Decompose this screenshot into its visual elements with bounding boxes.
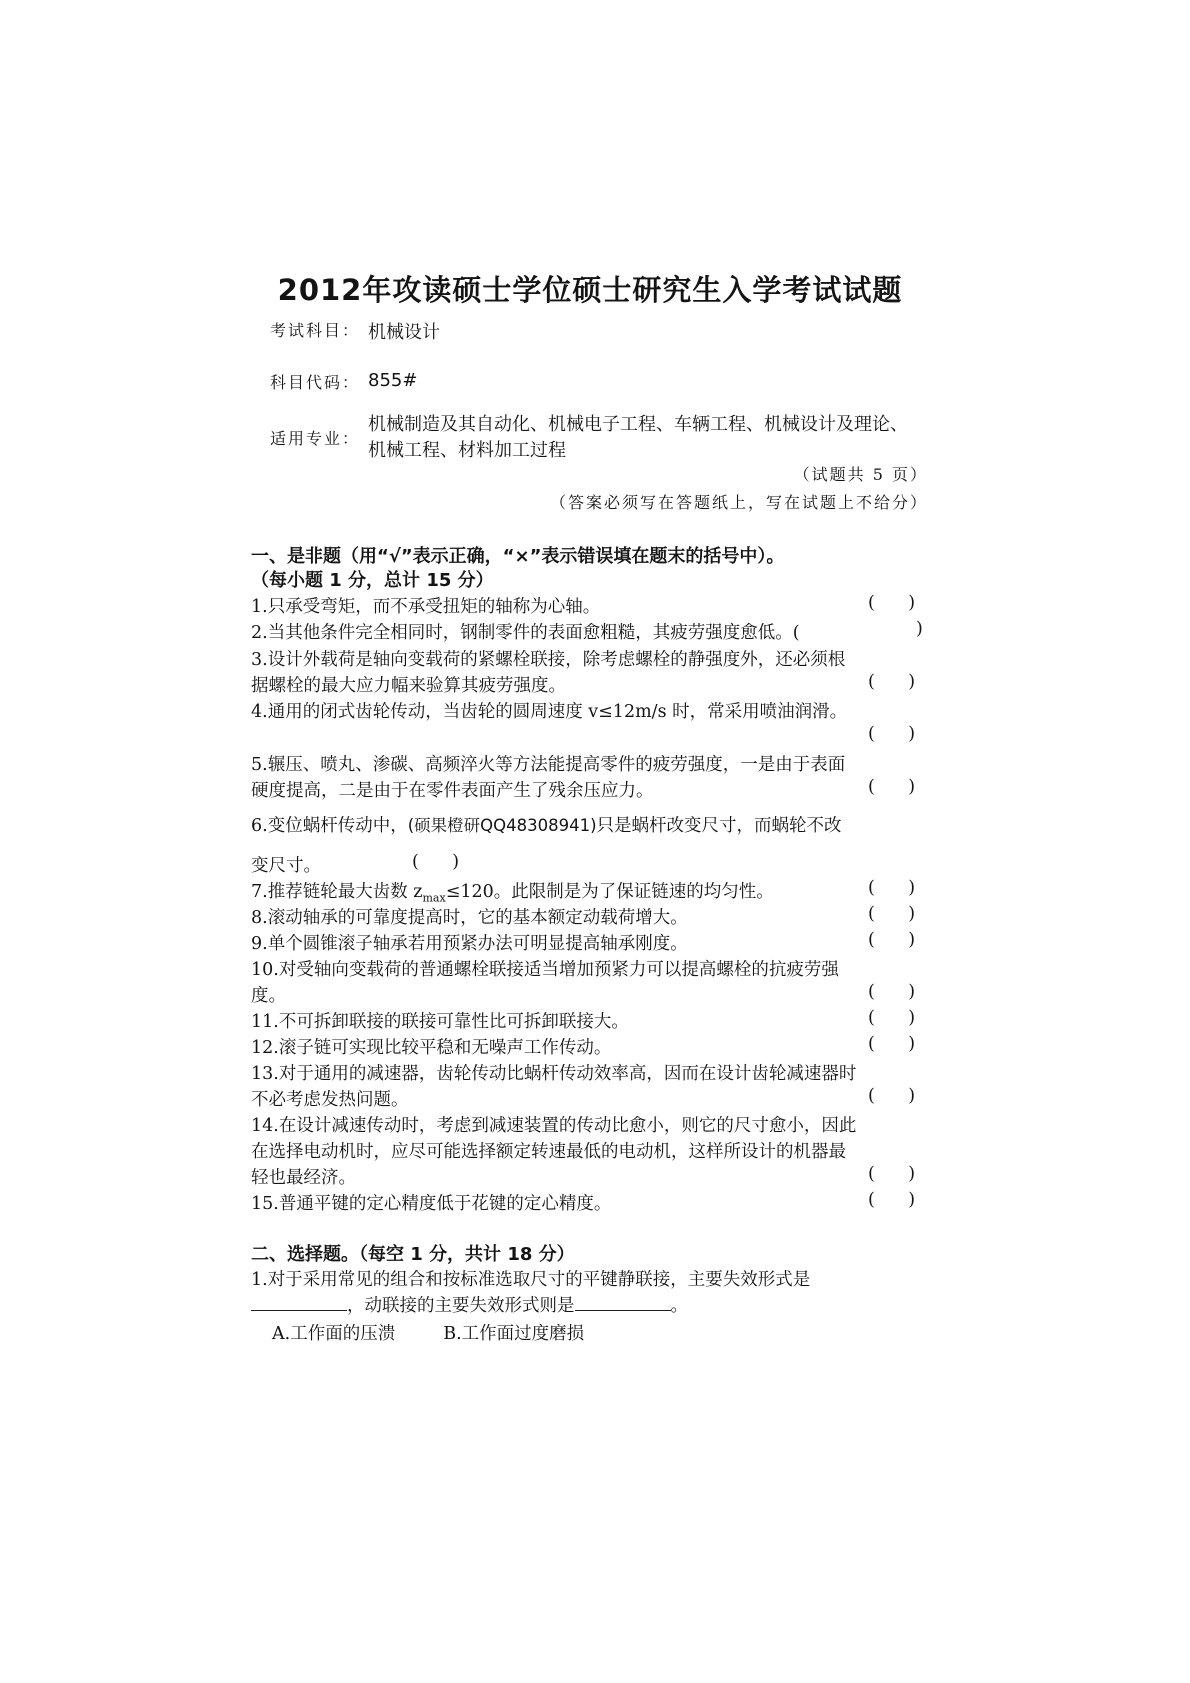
- subject-value: 机械设计: [368, 322, 440, 343]
- question-15: 15.普通平键的定心精度低于花键的定心精度。: [251, 1194, 612, 1214]
- majors-row: [270, 412, 908, 464]
- question-7-text-a: 7.推荐链轮最大齿数 z: [251, 882, 423, 902]
- answer-paren-6: ( ): [412, 852, 460, 872]
- answer-note: （答案必须写在答题纸上，写在试题上不给分）: [549, 493, 928, 512]
- answer-paren-14: ( ): [868, 1164, 916, 1184]
- question-3-line-1: 3.设计外载荷是轴向变载荷的紧螺栓联接，除考虑螺栓的静强度外，还必须根: [251, 650, 846, 670]
- answer-paren-7: ( ): [868, 878, 916, 898]
- section2-question-1-line-1: 1.对于采用常见的组合和按标准选取尺寸的平键静联接，主要失效形式是: [251, 1270, 811, 1290]
- answer-paren-5: ( ): [868, 777, 916, 797]
- majors-label: 适用专业：: [270, 429, 361, 448]
- exam-title: 2012年攻读硕士学位硕士研究生入学考试试题: [277, 273, 903, 307]
- answer-paren-1: ( ): [868, 593, 916, 613]
- answer-paren-13: ( ): [868, 1086, 916, 1106]
- question-4: 4.通用的闭式齿轮传动，当齿轮的圆周速度 v≤12m/s 时，常采用喷油润滑。: [251, 702, 848, 722]
- question-2: 2.当其他条件完全相同时，钢制零件的表面愈粗糙，其疲劳强度愈低。(: [251, 623, 800, 643]
- answer-paren-4: ( ): [868, 724, 916, 744]
- fill-blank-1: [251, 1296, 347, 1311]
- question-7-text-b: ≤120。此限制是为了保证链速的均匀性。: [445, 882, 774, 902]
- code-row: [270, 370, 417, 393]
- question-3-line-2: 据螺栓的最大应力幅来验算其疲劳强度。: [251, 676, 566, 696]
- option-b: B.工作面过度磨损: [443, 1324, 585, 1344]
- question-6-text-a: 6.变位蜗杆传动中，: [251, 816, 408, 836]
- question-6-qq-note: (硕果橙研QQ48308941): [407, 816, 597, 835]
- question-14-line-3: 轻也最经济。: [251, 1168, 356, 1188]
- answer-paren-8: ( ): [868, 904, 916, 924]
- question-9: 9.单个圆锥滚子轴承若用预紧办法可明显提高轴承刚度。: [251, 934, 688, 954]
- question-7-subscript: max: [422, 891, 446, 905]
- code-value: 855#: [368, 370, 418, 391]
- section2-question-1-line-2: [251, 1292, 931, 1317]
- question-13-line-1: 13.对于通用的减速器，齿轮传动比蜗杆传动效率高，因而在设计齿轮减速器时: [251, 1064, 857, 1084]
- question-6-text-b: 只是蜗杆改变尺寸，而蜗轮不改: [596, 816, 842, 836]
- answer-paren-11: ( ): [868, 1008, 916, 1028]
- question-10-line-2: 度。: [251, 986, 286, 1006]
- question-7: [251, 878, 931, 905]
- section1-heading: 一、是非题（用“√”表示正确，“×”表示错误填在题末的括号中）。: [251, 546, 785, 567]
- question-5-line-2: 硬度提高，二是由于在零件表面产生了残余压应力。: [251, 781, 654, 801]
- question-11: 11.不可拆卸联接的联接可靠性比可拆卸联接大。: [251, 1012, 629, 1032]
- section2-heading: 二、选择题。（每空 1 分，共计 18 分）: [251, 1244, 575, 1265]
- question-6-line-1: [251, 812, 931, 837]
- answer-paren-3: ( ): [868, 672, 916, 692]
- pages-note: （试题共 5 页）: [793, 465, 928, 484]
- question-14-line-1: 14.在设计减速传动时，考虑到减速装置的传动比愈小，则它的尺寸愈小，因此: [251, 1116, 857, 1136]
- section2-question-1-end: 。: [670, 1296, 688, 1316]
- question-1: 1.只承受弯矩，而不承受扭矩的轴称为心轴。: [251, 597, 601, 617]
- answer-paren-9: ( ): [868, 930, 916, 950]
- question-12: 12.滚子链可实现比较平稳和无噪声工作传动。: [251, 1038, 612, 1058]
- majors-line-1: 机械制造及其自动化、机械电子工程、车辆工程、机械设计及理论、: [368, 414, 908, 435]
- answer-paren-2-close: ): [916, 619, 923, 639]
- answer-paren-15: ( ): [868, 1190, 916, 1210]
- question-14-line-2: 在选择电动机时，应尽可能选择额定转速最低的电动机，这样所设计的机器最: [251, 1142, 846, 1162]
- option-a: A.工作面的压溃: [272, 1324, 396, 1344]
- question-8: 8.滚动轴承的可靠度提高时，它的基本额定动载荷增大。: [251, 908, 688, 928]
- majors-line-2: 机械工程、材料加工过程: [368, 440, 566, 461]
- answer-paren-12: ( ): [868, 1034, 916, 1054]
- section2-question-1-mid: ，动联接的主要失效形式则是: [347, 1296, 575, 1316]
- section2-options: [272, 1320, 952, 1345]
- answer-paren-10: ( ): [868, 982, 916, 1002]
- question-13-line-2: 不必考虑发热问题。: [251, 1090, 409, 1110]
- subject-row: [270, 318, 440, 344]
- question-5-line-1: 5.辗压、喷丸、渗碳、高频淬火等方法能提高零件的疲劳强度，一是由于表面: [251, 755, 846, 775]
- code-label: 科目代码：: [270, 373, 361, 392]
- subject-label: 考试科目：: [270, 321, 361, 340]
- question-10-line-1: 10.对受轴向变载荷的普通螺栓联接适当增加预紧力可以提高螺栓的抗疲劳强: [251, 960, 839, 980]
- question-6-line-2: 变尺寸。: [251, 856, 321, 876]
- section1-score-note: （每小题 1 分，总计 15 分）: [251, 570, 494, 591]
- fill-blank-2: [575, 1296, 671, 1311]
